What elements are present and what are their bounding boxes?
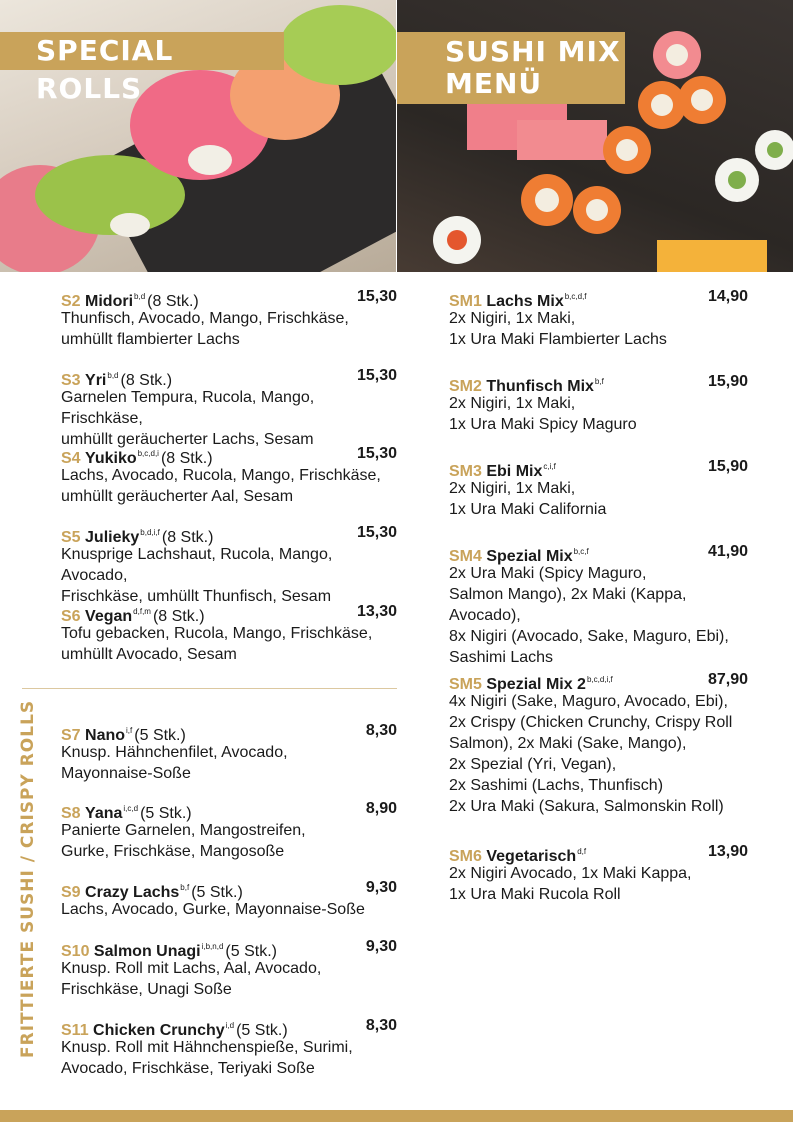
sushi-mix-title-line2: MENÜ xyxy=(445,67,543,100)
item-code: SM3 xyxy=(449,463,482,480)
item-code: S6 xyxy=(61,608,81,625)
item-allergens: b,c,d,f xyxy=(564,292,587,301)
item-allergens: d,f xyxy=(577,847,587,856)
item-description: Knusprige Lachshaut, Rucola, Mango, Avocado, xyxy=(61,546,333,584)
item-price: 15,30 xyxy=(356,524,397,541)
item-description: umhüllt geräucherter Lachs, Sesam xyxy=(61,431,314,448)
menu-item xyxy=(449,286,748,350)
item-allergens: i,d xyxy=(225,1021,235,1030)
item-name: Lachs Mix xyxy=(486,293,564,310)
item-description: Knusp. Roll mit Hähnchenspieße, Surimi, xyxy=(61,1039,353,1056)
item-quantity: (5 Stk.) xyxy=(236,1022,288,1039)
sushi-mix-title-line1: SUSHI MIX xyxy=(445,35,621,68)
item-description: 1x Ura Maki Spicy Maguro xyxy=(449,416,637,433)
item-description: umhüllt flambierter Lachs xyxy=(61,331,240,348)
item-description: Knusp. Roll mit Lachs, Aal, Avocado, xyxy=(61,960,322,977)
item-name: Chicken Crunchy xyxy=(93,1022,225,1039)
menu-item xyxy=(61,936,397,1000)
item-name: Crazy Lachs xyxy=(85,884,180,901)
item-allergens: i,b,n,d xyxy=(201,942,224,951)
item-name: Salmon Unagi xyxy=(93,943,201,960)
item-description: Thunfisch, Avocado, Mango, Frischkäse, xyxy=(61,310,349,327)
item-price: 87,90 xyxy=(707,671,748,688)
item-price: 14,90 xyxy=(707,288,748,305)
item-code: S7 xyxy=(61,727,81,744)
item-price: 15,90 xyxy=(707,373,748,390)
menu-item xyxy=(449,371,748,435)
item-allergens: b,f xyxy=(594,377,604,386)
item-price: 8,30 xyxy=(365,1017,397,1034)
item-quantity: (8 Stk.) xyxy=(160,450,213,467)
item-code: SM6 xyxy=(449,848,482,865)
item-quantity: (5 Stk.) xyxy=(225,943,277,960)
menu-item xyxy=(61,286,397,350)
item-name: Vegan xyxy=(85,608,133,625)
item-allergens: d,f,m xyxy=(133,607,151,616)
special-rolls-banner xyxy=(0,32,284,105)
item-allergens: i,c,d xyxy=(123,804,139,813)
item-description: umhüllt geräucherter Aal, Sesam xyxy=(61,488,294,505)
item-code: S3 xyxy=(61,372,81,389)
item-allergens: b,c,d,i xyxy=(137,449,159,458)
item-price: 9,30 xyxy=(365,938,397,955)
menu-item xyxy=(61,443,397,507)
item-description: Lachs, Avocado, Gurke, Mayonnaise-Soße xyxy=(61,901,365,918)
item-name: Yana xyxy=(85,805,123,822)
item-description: 2x Nigiri Avocado, 1x Maki Kappa, xyxy=(449,865,692,882)
item-description: Lachs, Avocado, Rucola, Mango, Frischkäse, xyxy=(61,467,381,484)
item-description: umhüllt Avocado, Sesam xyxy=(61,646,237,663)
item-description: 2x Nigiri, 1x Maki, xyxy=(449,395,576,412)
item-name: Midori xyxy=(85,293,134,310)
item-code: S2 xyxy=(61,293,81,310)
item-quantity: (8 Stk.) xyxy=(152,608,205,625)
item-price: 9,30 xyxy=(365,879,397,896)
menu-item xyxy=(449,841,748,905)
menu-item xyxy=(61,1015,397,1079)
item-code: S8 xyxy=(61,805,81,822)
item-description: Mayonnaise-Soße xyxy=(61,765,191,782)
item-code: S4 xyxy=(61,450,81,467)
item-code: SM5 xyxy=(449,676,482,693)
menu-item xyxy=(449,456,748,520)
item-quantity: (8 Stk.) xyxy=(161,529,214,546)
item-price: 8,90 xyxy=(365,800,397,817)
item-description: 4x Nigiri (Sake, Maguro, Avocado, Ebi), xyxy=(449,693,728,710)
item-description: 1x Ura Maki Flambierter Lachs xyxy=(449,331,667,348)
item-description: Gurke, Frischkäse, Mangosoße xyxy=(61,843,285,860)
item-name: Vegetarisch xyxy=(486,848,577,865)
menu-item xyxy=(449,541,748,668)
item-price: 13,90 xyxy=(707,843,748,860)
crispy-rolls-side-label: FRITTIERTE SUSHI / CRISPY ROLLS xyxy=(18,699,38,1058)
item-description: 2x Ura Maki (Sakura, Salmonskin Roll) xyxy=(449,798,724,815)
menu-item xyxy=(449,669,748,817)
item-allergens: i,f xyxy=(126,726,133,735)
special-rolls-title: SPECIAL ROLLS xyxy=(36,34,174,105)
item-name: Ebi Mix xyxy=(486,463,543,480)
item-allergens: c,i,f xyxy=(543,462,556,471)
item-name: Spezial Mix 2 xyxy=(486,676,586,693)
item-description: Panierte Garnelen, Mangostreifen, xyxy=(61,822,306,839)
item-code: SM2 xyxy=(449,378,482,395)
item-price: 13,30 xyxy=(356,603,397,620)
item-description: 2x Crispy (Chicken Crunchy, Crispy Roll xyxy=(449,714,733,731)
menu-item xyxy=(61,601,397,665)
item-description: Avocado, Frischkäse, Teriyaki Soße xyxy=(61,1060,315,1077)
menu-item xyxy=(61,877,397,920)
item-name: Nano xyxy=(85,727,126,744)
sushi-mix-banner xyxy=(397,32,625,104)
item-description: 2x Ura Maki (Spicy Maguro, xyxy=(449,565,647,582)
item-code: SM4 xyxy=(449,548,482,565)
item-code: S9 xyxy=(61,884,81,901)
item-description: Frischkäse, Unagi Soße xyxy=(61,981,232,998)
menu-item xyxy=(61,720,397,784)
footer-bar xyxy=(0,1110,793,1122)
item-allergens: b,c,f xyxy=(573,547,589,556)
item-allergens: b,d xyxy=(107,371,119,380)
item-code: S10 xyxy=(61,943,90,960)
item-description: 2x Nigiri, 1x Maki, xyxy=(449,480,576,497)
section-divider xyxy=(22,688,397,689)
item-allergens: b,c,d,i,f xyxy=(586,675,613,684)
item-code: S5 xyxy=(61,529,81,546)
item-description: 1x Ura Maki California xyxy=(449,501,607,518)
item-description: 2x Sashimi (Lachs, Thunfisch) xyxy=(449,777,664,794)
item-description: Sashimi Lachs xyxy=(449,649,554,666)
item-description: 1x Ura Maki Rucola Roll xyxy=(449,886,621,903)
item-price: 15,30 xyxy=(356,445,397,462)
item-name: Thunfisch Mix xyxy=(486,378,594,395)
item-quantity: (5 Stk.) xyxy=(191,884,243,901)
menu-item xyxy=(61,365,397,450)
item-quantity: (8 Stk.) xyxy=(120,372,173,389)
item-description: Tofu gebacken, Rucola, Mango, Frischkäse, xyxy=(61,625,373,642)
item-name: Yukiko xyxy=(85,450,137,467)
item-description: 2x Spezial (Yri, Vegan), xyxy=(449,756,617,773)
item-price: 15,30 xyxy=(356,367,397,384)
item-quantity: (8 Stk.) xyxy=(147,293,199,310)
item-allergens: b,d,i,f xyxy=(140,528,160,537)
item-description: 2x Nigiri, 1x Maki, xyxy=(449,310,576,327)
menu-item xyxy=(61,522,397,607)
item-description: Frischkäse, umhüllt Thunfisch, Sesam xyxy=(61,588,332,605)
item-name: Yri xyxy=(85,372,107,389)
item-code: SM1 xyxy=(449,293,482,310)
item-price: 8,30 xyxy=(365,722,397,739)
menu-item xyxy=(61,798,397,862)
item-description: Salmon Mango), 2x Maki (Kappa, Avocado), xyxy=(449,586,687,624)
item-price: 41,90 xyxy=(707,543,748,560)
item-name: Julieky xyxy=(85,529,140,546)
item-name: Spezial Mix xyxy=(486,548,573,565)
item-description: Salmon), 2x Maki (Sake, Mango), xyxy=(449,735,687,752)
item-quantity: (5 Stk.) xyxy=(134,727,186,744)
item-price: 15,90 xyxy=(707,458,748,475)
item-description: Knusp. Hähnchenfilet, Avocado, xyxy=(61,744,288,761)
item-description: 8x Nigiri (Avocado, Sake, Maguro, Ebi), xyxy=(449,628,729,645)
item-code: S11 xyxy=(61,1022,89,1039)
item-quantity: (5 Stk.) xyxy=(140,805,192,822)
item-allergens: b,f xyxy=(180,883,190,892)
item-description: Garnelen Tempura, Rucola, Mango, Frischkäse, xyxy=(61,389,315,427)
item-allergens: b,d xyxy=(134,292,146,301)
item-price: 15,30 xyxy=(356,288,397,305)
